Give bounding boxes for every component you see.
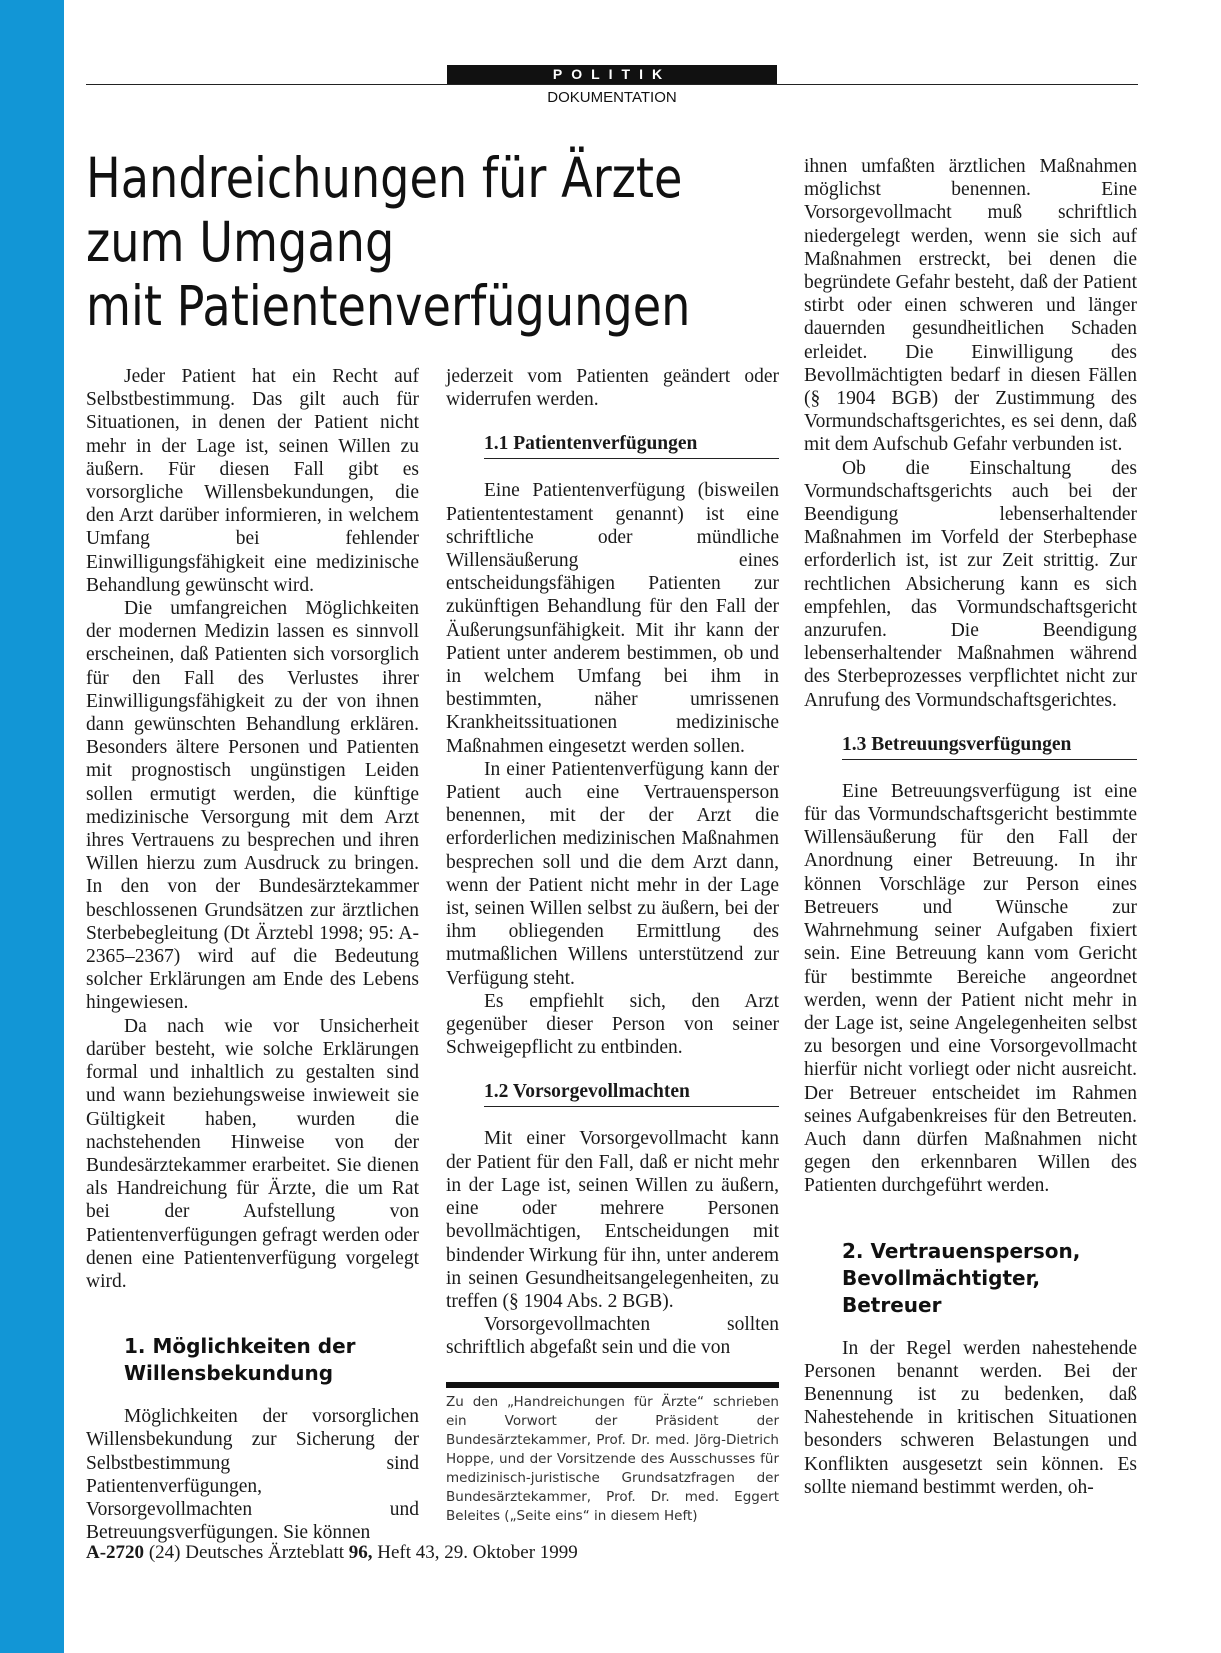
paragraph: Jeder Patient hat ein Recht auf Selbstbestimmung. Das gilt auch für Situationen, in denen der Patient nicht mehr in der Lage ist, seinen Willen zu äußern. Für diesen Fall gibt es vorsorgliche Willensbekundungen, die den Arzt darüber informieren, in welchem Umfang bei fehlender Einwilligungsfähigkeit eine medizinische Behandlung gewünscht wird. xyxy=(86,366,419,596)
section-heading-1-1: 1.1 Patientenverfügungen xyxy=(484,433,779,459)
column-3 xyxy=(804,155,1137,1499)
page-number: A-2720 xyxy=(86,1542,145,1563)
paragraph: Ob die Einschaltung des Vormundschaftsgerichts auch bei der Beendigung lebenserhaltender Maßnahmen im Vorfeld der Sterbephase erforderlich ist, ist zur Zeit strittig. Zur rechtlichen Absicherung kann es sich empfehlen, das Vormundschaftsgericht anzurufen. Die Beendigung lebenserhaltender Maßnahmen während des Sterbeprozesses verpflichtet nicht zur Anrufung des Vormundschaftsgerichtes. xyxy=(804,457,1137,711)
column-1 xyxy=(86,365,419,1544)
title-line-2: zum Umgang xyxy=(86,210,395,274)
section-label: POLITIK xyxy=(447,65,777,84)
paragraph: Vorsorgevollmachten sollten schriftlich abgefaßt sein und die von xyxy=(446,1314,779,1359)
subsection-label: DOKUMENTATION xyxy=(547,89,677,106)
title-line-1: Handreichungen für Ärzte xyxy=(86,146,683,210)
paragraph: Mit einer Vorsorgevollmacht kann der Patient für den Fall, daß er nicht mehr in der Lage ist, seinen Willen zu äußern, eine oder mehrere Personen bevollmächtigen, Entscheidungen mit bindender Wirkung für ihn, unter anderem in seinen Gesundheitsangelegenheiten, zu treffen (§ 1904 Abs. 2 BGB). xyxy=(446,1128,779,1312)
paragraph: In der Regel werden nahestehende Personen benannt werden. Bei der Benennung ist zu bedenken, daß Nahestehende in kritischen Situationen besonders schweren Belastungen und Konflikten ausgesetzt sein können. Es sollte niemand bestimmt werden, oh- xyxy=(804,1337,1137,1498)
volume-number: 96, xyxy=(348,1542,373,1563)
section-heading-2: 2. Vertrauensperson, Bevollmächtigter, Betreuer xyxy=(842,1238,1081,1317)
footnote: Zu den „Handreichungen für Ärzte“ schrieben ein Vorwort der Präsident der Bundesärztekammer, Prof. Dr. med. Jörg-Dietrich Hoppe, und der Vorsitzende des Ausschusses für medizinisch-juristische Grundsatzfragen der Bundesärztekammer, Prof. Dr. med. Eggert Beleites („Seite eins“ in diesem Heft) xyxy=(446,1382,779,1526)
paragraph: Möglichkeiten der vorsorglichen Willensbekundung zur Sicherung der Selbstbestimmung sind Patientenverfügungen, Vorsorgevollmachten und Betreuungsverfügungen. Sie können xyxy=(86,1406,419,1544)
page-footer xyxy=(86,1542,578,1564)
journal-name: (24) Deutsches Ärzteblatt xyxy=(148,1542,345,1563)
paragraph: Eine Betreuungsverfügung ist eine für das Vormundschaftsgericht bestimmte Willensäußerung für den Fall der Anordnung einer Betreuung. In ihr können Vorschläge zur Person eines Betreuers und Wünsche zur Wahrnehmung seiner Aufgaben fixiert sein. Eine Betreuung kann vom Gericht für bestimmte Bereiche angeordnet werden, wenn der Patient nicht mehr in der Lage ist, seine Angelegenheiten selbst zu besorgen und eine Vorsorgevollmacht hierfür nicht vorliegt oder nicht ausreicht. Der Betreuer entscheidet im Rahmen seines Aufgabenkreises für den Betreuten. Auch dann dürfen Maßnahmen nicht gegen den erkennbaren Willen des Patienten durchgeführt werden. xyxy=(804,780,1137,1197)
article-title xyxy=(86,146,776,338)
sidebar-stripe xyxy=(0,0,64,1653)
header-rule xyxy=(86,84,1138,85)
paragraph: Es empfiehlt sich, den Arzt gegenüber dieser Person von seiner Schweigepflicht zu entbinden. xyxy=(446,990,779,1059)
section-heading-1-2: 1.2 Vorsorgevollmachten xyxy=(484,1081,779,1107)
column-2 xyxy=(446,365,779,1526)
paragraph: Eine Patientenverfügung (bisweilen Patiententestament genannt) ist eine schriftliche oder mündliche Willensäußerung eines entscheidungsfähigen Patienten zur zukünftigen Behandlung für den Fall der Äußerungsunfähigkeit. Mit ihr kann der Patient unter anderem bestimmen, ob und in welchem Umfang bei ihm in bestimmten, näher umrissenen Krankheitssituationen medizinische Maßnahmen eingesetzt werden sollen. xyxy=(446,480,779,757)
paragraph: Da nach wie vor Unsicherheit darüber besteht, wie solche Erklärungen formal und inhaltlich zu gestalten sind und wann beziehungsweise inwieweit sie Gültigkeit haben, wurden die nachstehenden Hinweise von der Bundesärztekammer erarbeitet. Sie dienen als Handreichung für Ärzte, die um Rat bei der Aufstellung von Patientenverfügungen gefragt werden oder denen eine Patientenverfügung vorgelegt wird. xyxy=(86,1015,419,1292)
paragraph: Die umfangreichen Möglichkeiten der modernen Medizin lassen es sinnvoll erscheinen, daß Patienten sich vorsorglich für den Fall des Verlustes ihrer Einwilligungsfähigkeit zu der von ihnen dann gewünschten Behandlung erklären. Besonders ältere Personen und Patienten mit prognostisch ungünstigen Leiden sollen ermutigt werden, die künftige medizinische Versorgung mit dem Arzt ihres Vertrauens zu besprechen und ihren Willen hierzu zum Ausdruck zu bringen. In den von der Bundesärztekammer beschlossenen Grundsätzen zur ärztlichen Sterbebegleitung (Dt Ärztebl 1998; 95: A-2365–2367) wird auf die Bedeutung solcher Erklärungen am Ende des Lebens hingewiesen. xyxy=(86,598,419,1014)
section-heading-1-3: 1.3 Betreuungsverfügungen xyxy=(842,734,1137,760)
paragraph: ihnen umfaßten ärztlichen Maßnahmen möglichst benennen. Eine Vorsorgevollmacht muß schriftlich niedergelegt werden, wenn sie sich auf Maßnahmen erstreckt, bei denen die begründete Gefahr besteht, daß der Patient stirbt oder einen schweren und länger dauernden gesundheitlichen Schaden erleidet. Die Einwilligung des Bevollmächtigten bedarf in diesen Fällen (§ 1904 BGB) der Zustimmung des Vormundschaftsgerichtes, es sei denn, daß mit dem Aufschub Gefahr verbunden ist. xyxy=(804,156,1137,456)
title-line-3: mit Patientenverfügungen xyxy=(86,274,691,338)
section-heading-1: 1. Möglichkeiten der Willensbekundung xyxy=(124,1334,356,1386)
paragraph: jederzeit vom Patienten geändert oder widerrufen werden. xyxy=(446,366,779,411)
issue-date: Heft 43, 29. Oktober 1999 xyxy=(377,1542,578,1563)
paragraph: In einer Patientenverfügung kann der Patient auch eine Vertrauensperson benennen, mit der der Arzt die erforderlichen medizinischen Maßnahmen besprechen soll und die dem Arzt dann, wenn der Patient nicht mehr in der Lage ist, seinen Willen selbst zu äußern, bei der ihm obliegenden Ermittlung des mutmaßlichen Willens unterstützend zur Verfügung steht. xyxy=(446,758,779,989)
